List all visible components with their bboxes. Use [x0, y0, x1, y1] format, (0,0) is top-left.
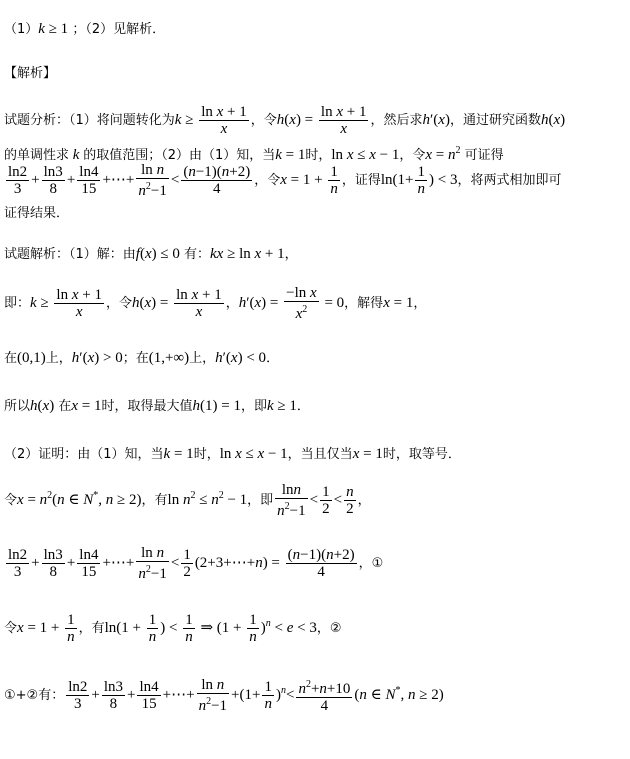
proof-line-2: 令$x = n^2(n$ ∈ N*, n ≥ 2)，有$\ln n^2 \le n^2 - 1$，即 $\frac{\ln n}{n^2-1}$ < $\frac{1}{2}$ < $\frac{n}{2}$ ， — [4, 482, 371, 519]
solution-line-3: 在(0,1)上，h′(x) > 0；在(1,+∞)上，h′(x) < 0． — [4, 350, 280, 366]
analysis-line-3: $\frac{\ln 2}{3}$ + $\frac{\ln 3}{8}$ + $\frac{\ln 4}{15}$ +⋯+ $\frac{\text{ln n}}{n^2-1}$ < $\frac{(n-1)(n+2)}{4}$ ，令x = 1 + $\frac{1}{n}$ ，证得ln(1+ $\frac{1}{n}$ ) < 3，将两式相加即可 — [8, 162, 562, 199]
analysis-line-4: 证得结果． — [4, 206, 70, 221]
section-title: 【解析】 — [4, 66, 57, 81]
proof-line-1: （2）证明：由（1）知，当k = 1时，ln x ≤ x − 1，当且仅当x = 1时，取等号． — [4, 446, 461, 462]
answer-line: （1）k ≥ 1 ；（2）见解析． — [4, 21, 166, 37]
sum-line: ①+②有： $\frac{\ln 2}{3}$ + $\frac{\ln 3}{8}$ + $\frac{\ln 4}{15}$ +⋯+ $\frac{\text{ln n}}{n^2-1}$ +(1+ $\frac{1}{n}$ )$^n$< $\frac{n^2+n+10}{4}$ (n ∈ N*, n ≥ 2) — [4, 677, 444, 714]
inequality-1: $\frac{\ln 2}{3}$ + $\frac{\ln 3}{8}$ + $\frac{\ln 4}{15}$ +⋯+ $\frac{\text{ln n}}{n^2-1}$ < $\frac{1}{2}$ (2+3+⋯+n) = $\frac{(n-1)(n+2)}{4}$ ，① — [8, 545, 384, 582]
inequality-2: 令x = 1 + $\frac{1}{n}$ ，有ln(1 + $\frac{1}{n}$ ) < $\frac{1}{n}$ ⇒ (1 + $\frac{1}{n}$ )$^n$ < e < 3，② — [4, 612, 342, 645]
solution-line-4: 所以h(x) 在x = 1时，取得最大值h(1) = 1，即k ≥ 1． — [4, 398, 310, 414]
analysis-line-1: 试题分析：（1）将问题转化为k ≥ $\frac{\text{ln x + 1}}{x}$ ，令h(x) = $\frac{\text{ln x + 1}}{x}$ ，然后求h′(x)，通过研究函数h(x) — [4, 104, 566, 137]
analysis-line-2: 的单调性求 k 的取值范围；（2）由（1）知，当k = 1时，ln x ≤ x − 1，令$x = n^2$ 可证得 — [4, 145, 504, 163]
solution-line-2: 即：k ≥ $\frac{\text{ln x + 1}}{x}$ ，令h(x) = $\frac{\text{ln x + 1}}{x}$ ，h′(x) = $\frac{\text{−ln x}}{x^2}$ = 0，解得x = 1， — [4, 285, 427, 322]
solution-line-1: 试题解析：（1）解：由f(x) ≤ 0 有：kx ≥ ln x + 1， — [4, 246, 298, 262]
